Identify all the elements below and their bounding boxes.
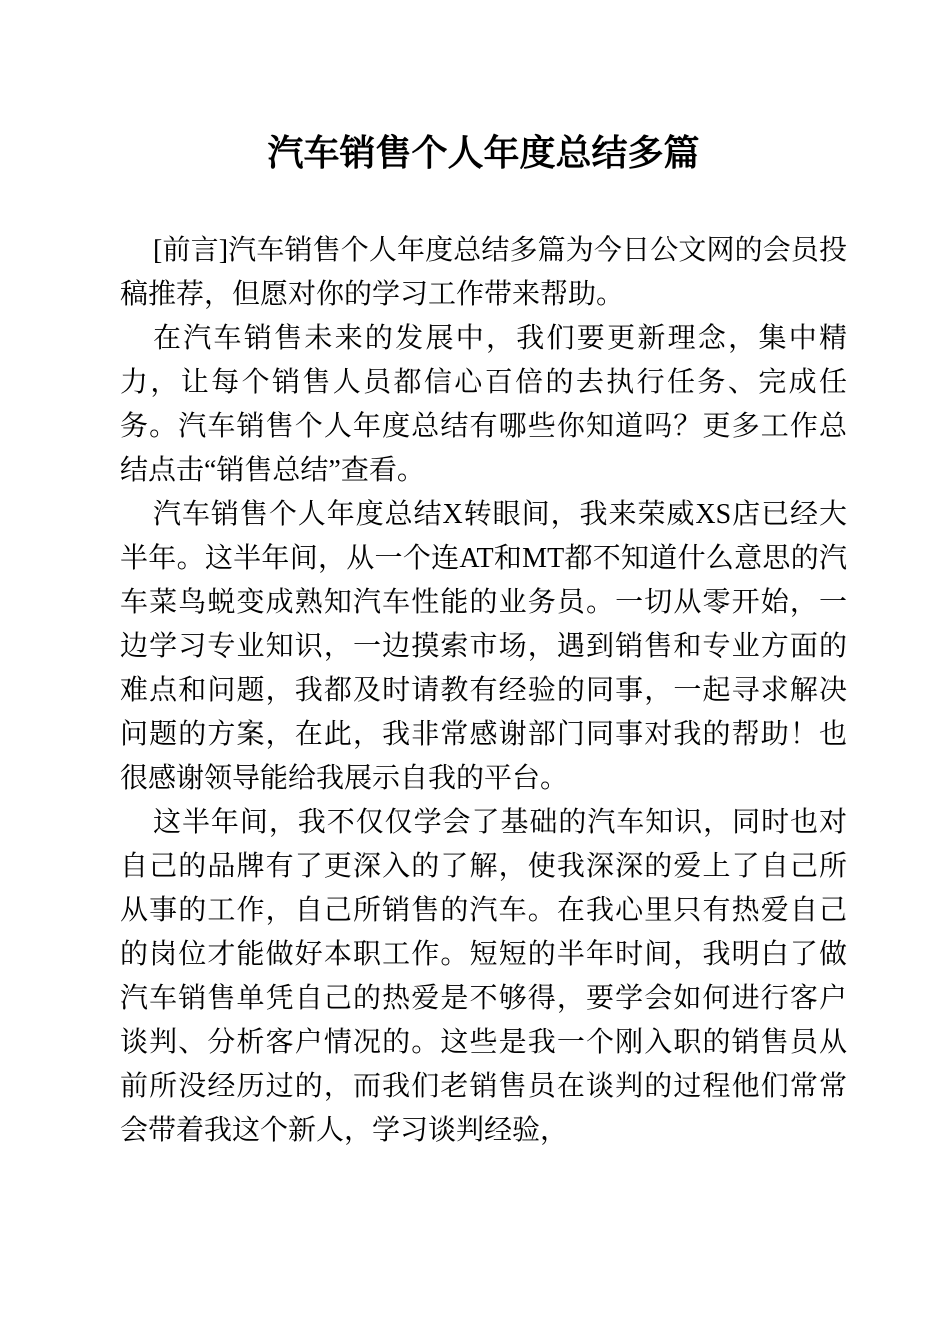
paragraph-intro: 在汽车销售未来的发展中，我们要更新理念，集中精力，让每个销售人员都信心百倍的去执行任务、完成任务。汽车销售个人年度总结有哪些你知道吗？更多工作总结点击“销售总结”查看。: [120, 323, 847, 486]
paragraph-summary-part1: 汽车销售个人年度总结X转眼间，我来荣威XS店已经大半年。这半年间，从一个连AT和MT都不知道什么意思的汽车菜鸟蜕变成熟知汽车性能的业务员。一切从零开始，一边学习专业知识，一边摸索市场，遇到销售和专业方面的难点和问题，我都及时请教有经验的同事，一起寻求解决问题的方案，在此，我非常感谢部门同事对我的帮助！也很感谢领导能给我展示自我的平台。: [120, 499, 847, 794]
document-title: 汽车销售个人年度总结多篇: [267, 133, 700, 173]
document-body: [120, 229, 847, 1153]
paragraph-summary-part2: 这半年间，我不仅仅学会了基础的汽车知识，同时也对自己的品牌有了更深入的了解，使我深深的爱上了自己所从事的工作，自己所销售的汽车。在我心里只有热爱自己的岗位才能做好本职工作。短短的半年时间，我明白了做汽车销售单凭自己的热爱是不够得，要学会如何进行客户谈判、分析客户情况的。这些是我一个刚入职的销售员从前所没经历过的，而我们老销售员在谈判的过程他们常常会带着我这个新人，学习谈判经验，: [120, 807, 847, 1146]
paragraph-preface: [前言]汽车销售个人年度总结多篇为今日公文网的会员投稿推荐，但愿对你的学习工作带来帮助。: [120, 235, 847, 310]
